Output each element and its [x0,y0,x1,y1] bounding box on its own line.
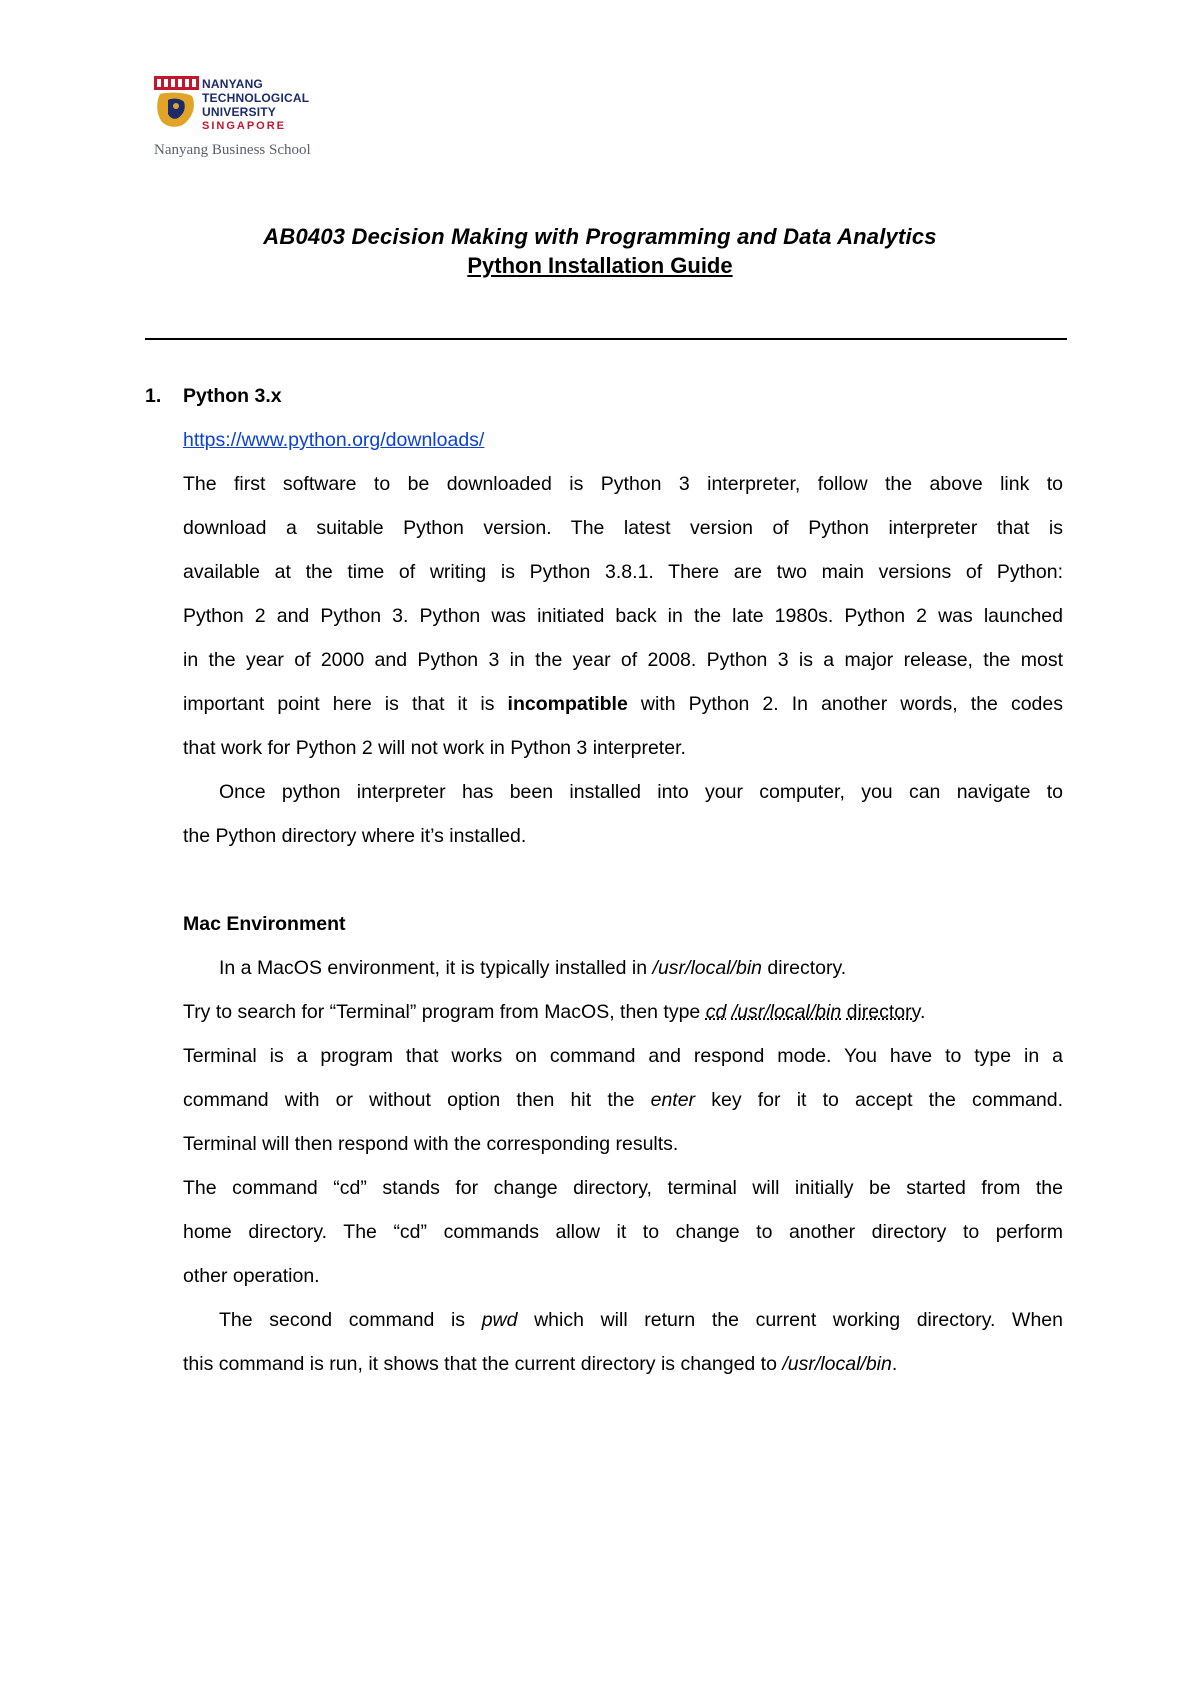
mac-line4: command with or without option then hit the enter key for it to accept the command. [183,1089,1064,1111]
logo-line-singapore: SINGAPORE [202,120,287,132]
school-name: Nanyang Business School [154,142,311,158]
python-download-link[interactable]: https://www.python.org/downloads/ [183,429,485,451]
logo-line-technological: TECHNOLOGICAL [202,91,310,105]
mac-line5: Terminal will then respond with the corresponding results. [183,1133,679,1155]
mac-line10: this command is run, it shows that the current directory is changed to /usr/local/bin. [183,1353,898,1375]
mac-line7: home directory. The “cd” commands allow it to change to another directory to perform [183,1221,1063,1243]
section-number: 1. [145,385,162,407]
title-divider [145,338,1067,340]
mac-line9: The second command is pwd which will return the current working directory. When [219,1309,1063,1331]
ntu-logo [154,76,354,166]
mac-line6: The command “cd” stands for change directory, terminal will initially be started from the [183,1177,1063,1199]
mac-line2: Try to search for “Terminal” program from MacOS, then type cd /usr/local/bin directory. [183,1001,926,1023]
logo-wordmark [202,77,309,133]
mac-line1: In a MacOS environment, it is typically installed in /usr/local/bin directory. [219,957,847,979]
para1-line5: in the year of 2000 and Python 3 in the year of 2008. Python 3 is a major release, the most [183,649,1063,671]
ntu-crest-icon [154,76,199,132]
mac-heading: Mac Environment [183,913,346,935]
mac-line8: other operation. [183,1265,320,1287]
document-subtitle: Python Installation Guide [467,253,733,278]
para1-line2: download a suitable Python version. The latest version of Python interpreter that is [183,517,1063,539]
para2-line2: the Python directory where it’s installed. [183,825,527,847]
incompatible-emphasis: incompatible [507,693,628,715]
section-heading: Python 3.x [183,385,282,407]
mac-line3: Terminal is a program that works on command and respond mode. You have to type in a [183,1045,1063,1067]
logo-line-nanyang: NANYANG [202,77,263,91]
para1-line7: that work for Python 2 will not work in Python 3 interpreter. [183,737,686,759]
logo-line-university: UNIVERSITY [202,105,277,119]
para2-line1: Once python interpreter has been installed into your computer, you can navigate to [219,781,1063,803]
para1-line4: Python 2 and Python 3. Python was initiated back in the late 1980s. Python 2 was launched [183,605,1063,627]
para1-line3: available at the time of writing is Python 3.8.1. There are two main versions of Python: [183,561,1063,583]
para1-line1: The first software to be downloaded is Python 3 interpreter, follow the above link to [183,473,1063,495]
para1-line6: important point here is that it is incompatible with Python 2. In another words, the codes [183,693,1063,715]
document-title: AB0403 Decision Making with Programming and Data Analytics [263,224,937,249]
